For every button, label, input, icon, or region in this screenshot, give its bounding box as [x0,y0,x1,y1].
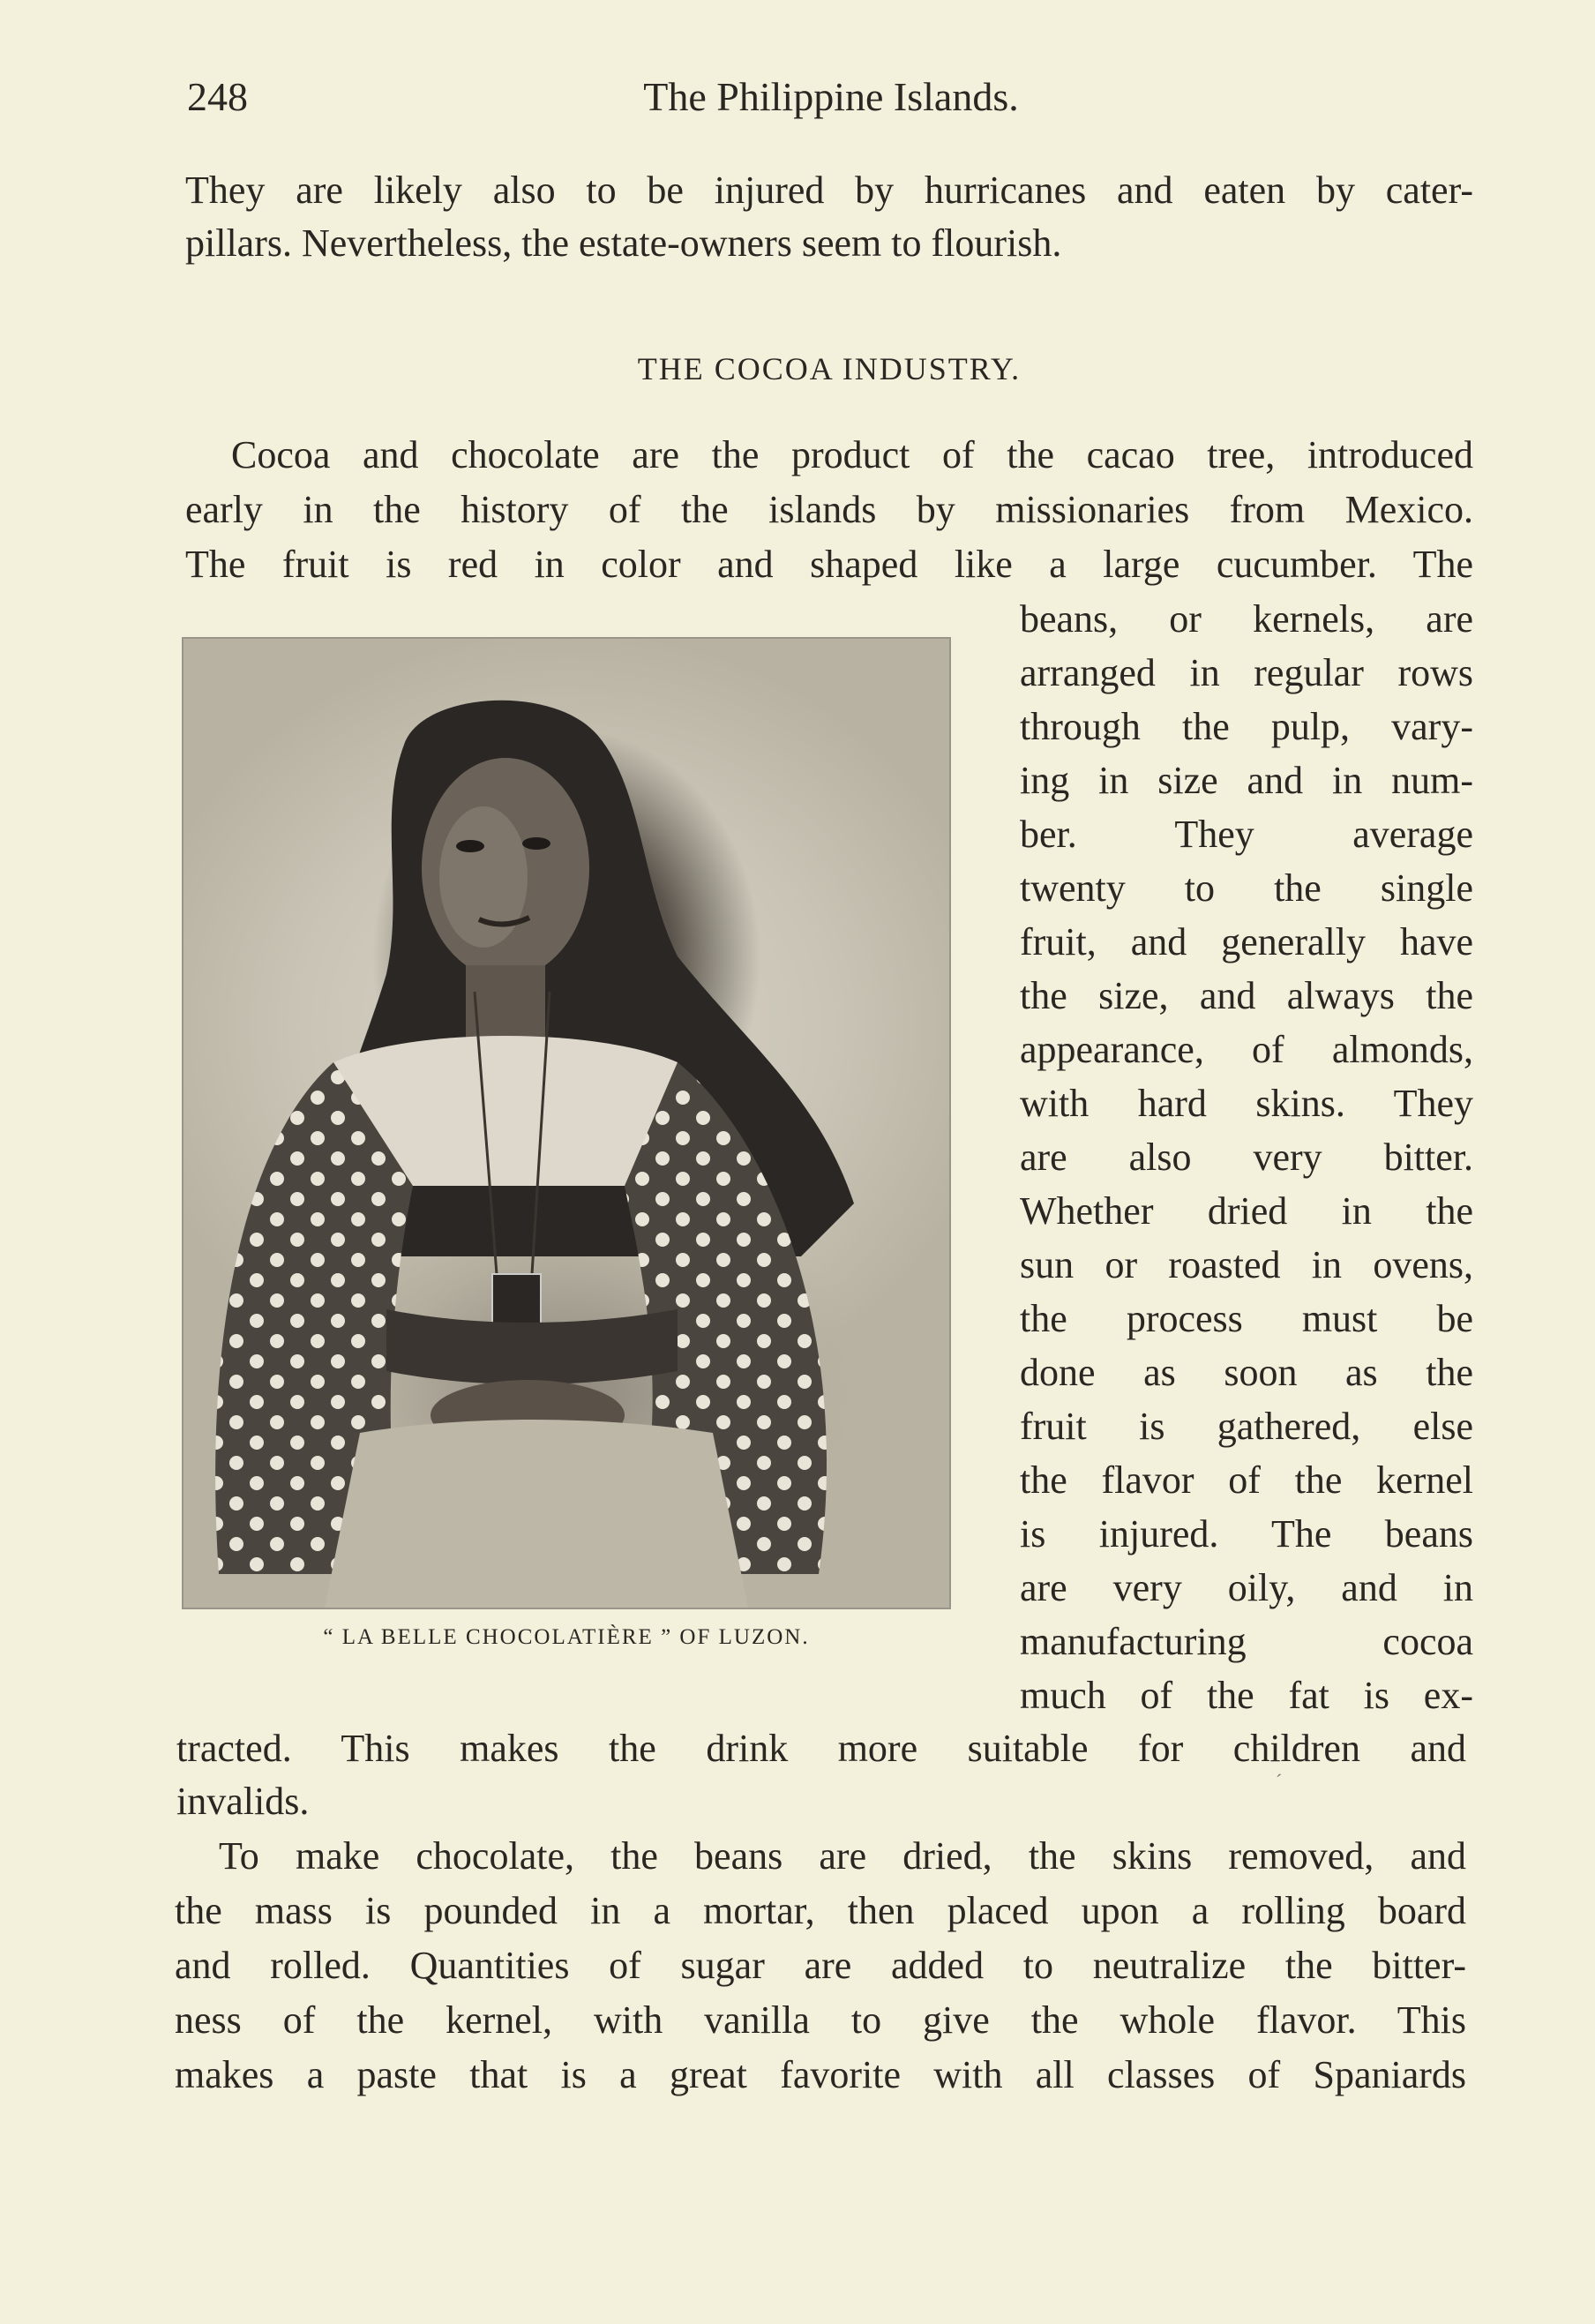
portrait-illustration [183,639,949,1608]
text-line: ing in size and in num- [1020,759,1473,802]
text-line: invalids. [176,1780,310,1823]
text-line: are very oily, and in [1020,1566,1473,1609]
running-header [187,71,1475,124]
text-line: the flavor of the kernel [1020,1458,1473,1502]
text-line: Whether dried in the [1020,1189,1473,1233]
text-line: sun or roasted in ovens, [1020,1243,1473,1286]
text-line: ness of the kernel, with vanilla to give the whole flavor. This [175,1998,1466,2042]
text-line: beans, or kernels, are [1020,597,1473,641]
text-line: much of the fat is ex- [1020,1674,1473,1717]
ink-mark: ´ [1276,1770,1283,1792]
text-line: is injured. The beans [1020,1512,1473,1556]
text-line: manufacturing cocoa [1020,1620,1473,1663]
text-line: twenty to the single [1020,866,1473,910]
text-line: with hard skins. They [1020,1082,1473,1125]
text-line: ber. They average [1020,813,1473,856]
text-line: are also very bitter. [1020,1136,1473,1179]
text-line: the process must be [1020,1297,1473,1340]
text-line: done as soon as the [1020,1351,1473,1394]
section-heading: THE COCOA INDUSTRY. [637,351,1022,386]
text-line: the mass is pounded in a mortar, then placed upon a rolling board [175,1889,1466,1932]
text-line: tracted. This makes the drink more suitable for children and [176,1727,1466,1770]
text-line: and rolled. Quantities of sugar are added to neutralize the bitter- [175,1944,1466,1987]
text-line: arranged in regular rows [1020,651,1473,694]
text-line: early in the history of the islands by missionaries from Mexico. [185,488,1473,531]
text-line: The fruit is red in color and shaped like a large cucumber. The [185,543,1473,586]
text-line: through the pulp, vary- [1020,705,1473,748]
text-line: the size, and always the [1020,974,1473,1017]
text-line: fruit, and generally have [1020,920,1473,963]
page-number: 248 [187,74,248,119]
figure-caption: “ LA BELLE CHOCOLATIÈRE ” OF LUZON. [323,1625,810,1649]
running-title: The Philippine Islands. [643,74,1019,119]
text-line: To make chocolate, the beans are dried, the skins removed, and [219,1834,1466,1878]
text-line: makes a paste that is a great favorite with all classes of Spaniards [175,2053,1466,2096]
text-line: Cocoa and chocolate are the product of the cacao tree, introduced [231,433,1473,476]
portrait-photograph [182,637,951,1609]
text-line: pillars. Nevertheless, the estate-owners seem to flourish. [185,221,1062,265]
text-line: They are likely also to be injured by hurricanes and eaten by cater- [185,169,1473,212]
text-line: fruit is gathered, else [1020,1405,1473,1448]
text-line: appearance, of almonds, [1020,1028,1473,1071]
